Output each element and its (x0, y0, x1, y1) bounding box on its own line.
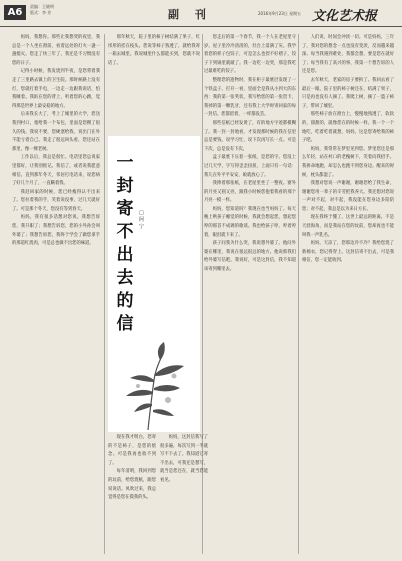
article-column-3 (204, 34, 296, 552)
paragraph: 妈妈，我想你。那些让我想哭的夜里，我总是一个人坐在窗前，看着远处的灯火一盏一盏熄灭。您走了快三年了，我还是不习惯没有您的日子。 (12, 35, 100, 66)
paragraph: 我捧着那张纸，在老屋里坐了一整夜。窗外的月亮又圆又亮，跟我小时候您抱着我看的那个月亮一模一样。 (204, 181, 296, 204)
article-column-2-top (108, 34, 200, 134)
paragraph: 后来我长大了，考上了城里的大学，您送我到村口，塞给我一个布包，里面是您攒了很久的钱。我说不要，您硬塞给我，说出门在外不能亏着自己。我走了很远回头看，您还站在那里，像一棵老树。 (12, 112, 100, 152)
paragraph: 盒子最底下压着一张纸，是您的字。您没上过几天学，字写得歪歪扭扭，上面只有一句话：我儿在外平平安安，娘就放心了。 (204, 155, 296, 178)
page-number: A6 (4, 5, 26, 20)
section-title: 副 刊 (168, 8, 212, 21)
column-divider (104, 34, 105, 554)
paragraph: 妈妈，您知道吗？我现在也当妈妈了。每天晚上哄孩子睡觉的时候，我就会想起您，想起您哼的那首不成调的歌谣。我也给孩子哼，哼着哼着，眼泪就下来了。 (204, 206, 296, 238)
paragraph: 那些柿子放在窗台上，慢慢地熟透了，软软的，甜甜的，就像您在的时候一样。我一个一个地吃，吃着吃着就想，妈妈，这是您寄给我的柿子吧。 (302, 112, 394, 144)
paragraph: 您走后的第一个春节，我一个人在老屋里守岁。屋子里冷冷清清的，灶台上落满了灰。我学着您的样子包饺子，可是怎么也捏不好褶子，饺子下到锅里就破了。我一边吃一边哭，那是我吃过最难吃的饺子。 (204, 35, 296, 75)
editor-line: 责编：王晓明 (30, 4, 54, 9)
paragraph: 妈妈，我常常在梦里见到您。梦里您还是那么年轻，站在村口的老槐树下，笑着向我招手。我拼命地跑，却怎么也跑不到您身边。醒来的时候，枕头都湿了。 (302, 146, 394, 178)
article-column-2-bottom-left (108, 434, 156, 556)
paragraph: 每年清明，我回到您的坟前，给您烧纸，跟您说说话。风吹过来，我总觉得是您在摸我的头。 (108, 469, 156, 501)
article-column-4 (302, 34, 394, 552)
paragraph: 那些信纸已经发黄了，有的地方字迹都模糊了。我一封一封地看，才发现那时候的我在信里总是要钱，说学习忙，说下次再写长一点。可是下次，总是没有下次。 (204, 120, 296, 152)
paragraph: 那年秋天，院子里的柿子树结满了果子，红彤彤的挂在枝头。您说等柿子熟透了，就给我寄一箱去城里。我说城里什么都能买到，您就不说话了。 (108, 35, 200, 66)
newspaper-masthead: 文化艺术报 (312, 9, 378, 24)
paragraph: 人们说，时间会冲淡一切。可是妈妈，三年了，我对您的想念一点也没有变淡，反而越来越深。每当我遇到难处，我都会想，要是您在就好了；每当我有了高兴的事，我第一个想告诉的人还是您。 (302, 35, 394, 75)
paragraph: 孩子问我为什么哭，我说想外婆了。他问外婆在哪里，我说在很远很远的地方。他说那我们给外婆写信吧。我说好，可是这封信，我不知道该寄到哪里去。 (204, 241, 296, 273)
paragraph: 整理您的遗物时，我在柜子最底层发现了一个铁盒子。打开一看，里面全是我从小到大的东西：我的第一张奖状，我写给您的第一张贺卡，我掉的第一颗乳牙，还有我上大学时寄回家的每一封信。您都留着，一样都没丢。 (204, 77, 296, 118)
author-byline: □ 阿 宁 (139, 210, 145, 230)
paragraph: 现在我才明白，您寄的不是柿子，是您的惦念。可是我再也收不到了。 (108, 435, 156, 466)
paragraph: 我想对您说一声谢谢，谢谢您给了我生命，谢谢您用一辈子的辛劳把我养大。我还想对您说一声对不起，对不起，我没能在您身边多陪陪您；对不起，我总是以为来日方长。 (302, 181, 394, 212)
article-title: 一封寄不出去的信 (116, 153, 134, 334)
paragraph: 记得小时候，我发烧到半夜，是您背着我走了三里路去镇上的卫生院。那时候路上没有灯，您就打着手电，一边走一边跟我说话，怕我睡着。我趴在您的背上，听着您的心跳，觉得那是世界上最安稳的地方。 (12, 69, 100, 109)
paragraph: 去年秋天，老家的房子要拆了。我回去看了最后一眼。院子里的柿子树还在，结满了果子，只是再也没有人摘了。我爬上树，摘了一篮子柿子，带回了城里。 (302, 77, 394, 109)
page-header (0, 0, 402, 27)
paragraph: 现在我终于懂了，这世上最远的距离，不是天涯海角，而是我站在您的坟前，您却再也不能叫我一声乳名。 (302, 215, 394, 238)
column-divider (298, 34, 299, 554)
paragraph: 妈妈，我有很多话想对您说。我想告诉您，我升职了；我想告诉您，您的小外孙会叫外婆了；我想告诉您，我终于学会了做您拿手的那道红烧肉，可是总也做不出您的味道。 (12, 215, 100, 247)
article-column-2-bottom-right (160, 434, 208, 556)
paragraph: 我赶回家的时候，您已经瘦得认不出来了。您拉着我的手，笑着说没事，过几天就好了。可是那个冬天，您没有等到春天。 (12, 189, 100, 212)
ink-wash-plant-illustration (108, 340, 200, 432)
paragraph: 工作以后，我总是很忙。电话里您总说家里都好，让我别惦记。我信了，或者说我愿意相信。直到那年冬天，邻居打电话来，说您病了好几个月了，一直瞒着我。 (12, 155, 100, 187)
editor-info (30, 4, 54, 16)
layout-line: 版式：李 芳 (30, 10, 52, 15)
publication-date: 2016年9月23日 星期五 (258, 11, 302, 16)
paragraph: 妈妈，天凉了，您那边冷不冷？我给您烧了新棉衣，您记得穿上。这封信寄不出去，可是我相信，您一定能收到。 (302, 241, 394, 264)
paragraph: 妈妈，这封信我写了很多遍，每次写到一半就写不下去了。我知道它寄不出去，可我还是想写，就当是您还在，就当您能看见。 (160, 435, 208, 483)
article-column-1 (12, 34, 100, 552)
